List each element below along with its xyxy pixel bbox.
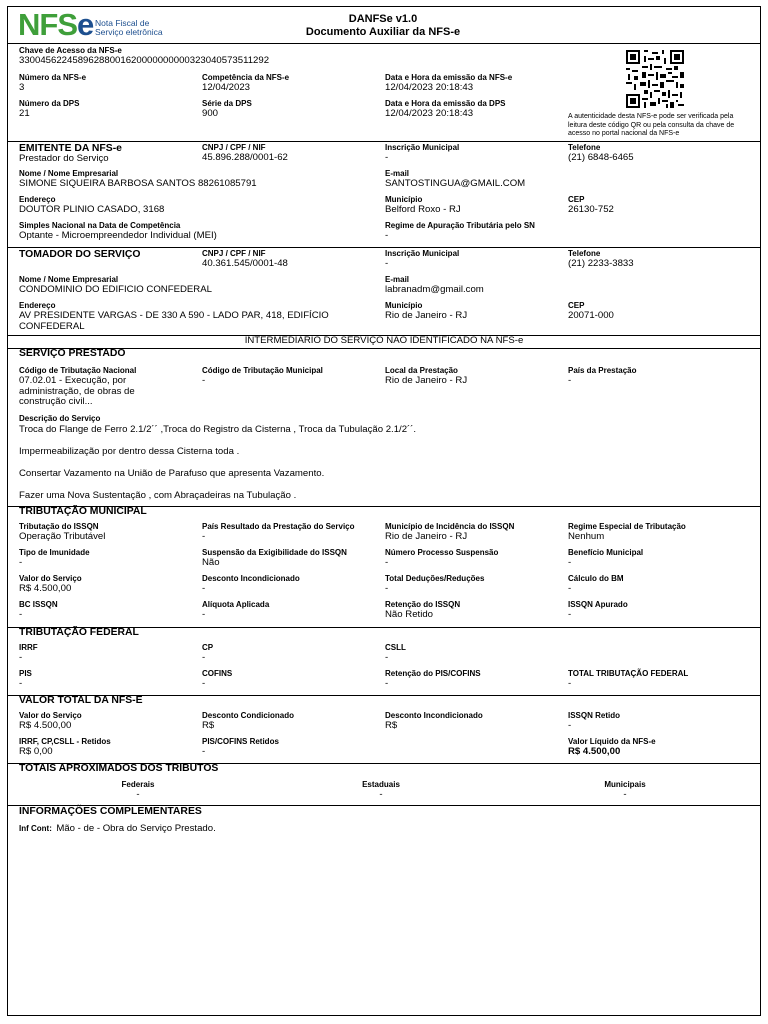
immunity-label: Tipo de Imunidade: [19, 548, 90, 557]
service-country-label: País da Prestação: [568, 366, 637, 375]
service-value-field: [19, 574, 82, 595]
customer-section: [8, 247, 760, 336]
intermediary-section: [8, 335, 760, 349]
document-title: [228, 13, 538, 39]
issuer-phone-label: Telefone: [568, 143, 601, 152]
result-country-field: [202, 522, 355, 543]
pis-cofins-withheld-value: -: [202, 746, 206, 757]
customer-email-field: [385, 275, 484, 296]
cp-value: -: [202, 652, 206, 663]
issuer-name-value: SIMONE SIQUEIRA BARBOSA SANTOS 88261085791: [19, 178, 257, 189]
issuer-title-block: [19, 143, 122, 165]
municipal-tax-title: TRIBUTAÇÃO MUNICIPAL: [19, 506, 147, 517]
dps-number-label: Número da DPS: [19, 99, 80, 108]
national-code-field: [19, 366, 159, 408]
bc-issqn-value: -: [19, 609, 23, 620]
customer-name-label: Nome / Nome Empresarial: [19, 275, 119, 284]
csll-value: -: [385, 652, 389, 663]
customer-email-label: E-mail: [385, 275, 410, 284]
federal-total-field: [568, 669, 688, 690]
pis-cofins-withheld-label: PIS/COFINS Retidos: [202, 737, 279, 746]
total-service-value-label: Valor do Serviço: [19, 711, 82, 720]
service-value-value: R$ 4.500,00: [19, 583, 72, 594]
additional-info-value: Mão - de - Obra do Serviço Prestado.: [56, 823, 216, 834]
approx-taxes-title: TOTAIS APROXIMADOS DOS TRIBUTOS: [19, 763, 219, 774]
federal-withheld-label: IRRF, CP,CSLL - Retidos: [19, 737, 111, 746]
customer-cnpj-field: [202, 249, 288, 270]
issuer-regime-label: Regime de Apuração Tributária pelo SN: [385, 221, 535, 230]
qr-authenticity-note: A autenticidade desta NFS-e pode ser verificada pela leitura deste código QR ou pela consulta da chave de acesso no portal nacional da NFS-e: [568, 113, 735, 137]
dps-emission-label: Data e Hora da emissão da DPS: [385, 99, 506, 108]
national-code-value: 07.02.01 - Execução, por administração, de obras de construção civil...: [19, 375, 135, 407]
pis-value: -: [19, 678, 23, 689]
suspension-label: Suspensão da Exigibilidade do ISSQN: [202, 548, 347, 557]
customer-city-field: [385, 301, 467, 322]
cofins-field: [202, 669, 232, 690]
service-country-field: [568, 366, 636, 387]
issuer-cnpj-field: [202, 143, 288, 164]
total-value-title: VALOR TOTAL DA NFS-E: [19, 695, 143, 706]
bm-calculation-label: Cálculo do BM: [568, 574, 624, 583]
customer-email-value: labranadm@gmail.com: [385, 284, 484, 295]
federal-total-label: TOTAL TRIBUTAÇÃO FEDERAL: [568, 669, 689, 678]
issuer-regime-field: [385, 221, 535, 242]
irrf-field: [19, 643, 38, 664]
issuer-phone-value: (21) 6848-6465: [568, 152, 634, 163]
bm-calculation-value: -: [568, 583, 572, 594]
dps-series-field: [202, 99, 252, 120]
special-regime-label: Regime Especial de Tributação: [568, 522, 686, 531]
cp-label: CP: [202, 643, 214, 652]
additional-info-label: Inf Cont:: [19, 824, 52, 833]
csll-field: [385, 643, 406, 664]
dps-number-value: 21: [19, 108, 30, 119]
issuer-cep-value: 26130-752: [568, 204, 614, 215]
customer-cep-label: CEP: [568, 301, 585, 310]
customer-address-field: [19, 301, 374, 332]
process-number-field: [385, 548, 498, 569]
municipal-benefit-label: Benefício Municipal: [568, 548, 644, 557]
municipal-code-value: -: [202, 375, 206, 386]
issuer-email-field: [385, 169, 525, 190]
total-value-section: [8, 695, 760, 764]
customer-im-field: [385, 249, 459, 270]
access-key-label: Chave de Acesso da NFS-e: [19, 46, 122, 55]
issqn-assessed-label: ISSQN Apurado: [568, 600, 628, 609]
issuer-city-field: [385, 195, 461, 216]
service-location-value: Rio de Janeiro - RJ: [385, 375, 468, 386]
nfse-emission-field: [385, 73, 512, 94]
federal-tax-section: [8, 627, 760, 696]
process-number-label: Número Processo Suspensão: [385, 548, 499, 557]
service-description-line-2: Impermeabilização por dentro dessa Cisterna toda .: [19, 446, 240, 457]
service-title: SERVIÇO PRESTADO: [19, 348, 126, 359]
issuer-im-label: Inscrição Municipal: [385, 143, 460, 152]
national-code-label: Código de Tributação Nacional: [19, 366, 137, 375]
customer-im-value: -: [385, 258, 389, 269]
municipal-benefit-value: -: [568, 557, 572, 568]
total-service-value-value: R$ 4.500,00: [19, 720, 72, 731]
issqn-taxation-field: [19, 522, 105, 543]
qr-code-icon[interactable]: [626, 50, 684, 108]
issuer-subtitle: Prestador do Serviço: [19, 153, 109, 164]
service-description-line-3: Consertar Vazamento na União de Parafuso que apresenta Vazamento.: [19, 468, 325, 479]
total-unconditional-discount-label: Desconto Incondicionado: [385, 711, 483, 720]
incidence-city-label: Município de Incidência do ISSQN: [385, 522, 515, 531]
additional-info-content: [19, 822, 216, 835]
unconditional-discount-label: Desconto Incondicionado: [202, 574, 300, 583]
issuer-im-field: [385, 143, 459, 164]
intermediary-notice: INTERMEDIÁRIO DO SERVIÇO NÃO IDENTIFICADO NA NFS-e: [244, 335, 524, 346]
federal-approx-label: Federais: [121, 780, 155, 789]
customer-name-field: [19, 275, 212, 296]
irrf-label: IRRF: [19, 643, 38, 652]
municipal-approx-value: -: [623, 789, 627, 800]
incidence-city-value: Rio de Janeiro - RJ: [385, 531, 468, 542]
customer-cnpj-value: 40.361.545/0001-48: [202, 258, 288, 269]
customer-cep-field: [568, 301, 614, 322]
nfse-logo-wordmark: NFSe: [18, 7, 94, 42]
nfse-emission-value: 12/04/2023 20:18:43: [385, 82, 474, 93]
municipal-tax-section: [8, 506, 760, 628]
issuer-sn-field: [19, 221, 217, 242]
service-description-field: [19, 414, 749, 501]
net-value-value: R$ 4.500,00: [568, 746, 621, 757]
conditional-discount-label: Desconto Condicionado: [202, 711, 294, 720]
customer-name-value: CONDOMINIO DO EDIFICIO CONFEDERAL: [19, 284, 212, 295]
issuer-city-value: Belford Roxo - RJ: [385, 204, 461, 215]
special-regime-field: [568, 522, 686, 543]
federal-withheld-field: [19, 737, 111, 758]
issqn-assessed-value: -: [568, 609, 572, 620]
issuer-cnpj-label: CNPJ / CPF / NIF: [202, 143, 266, 152]
municipal-approx-field: [535, 780, 715, 801]
logo-subtitle-line-2: Serviço eletrônica: [95, 27, 163, 37]
issqn-retention-label: Retenção do ISSQN: [385, 600, 461, 609]
total-deductions-label: Total Deduções/Reduções: [385, 574, 485, 583]
net-value-label: Valor Líquido da NFS-e: [568, 737, 656, 746]
irrf-value: -: [19, 652, 23, 663]
federal-approx-field: [48, 780, 228, 801]
immunity-field: [19, 548, 90, 569]
immunity-value: -: [19, 557, 23, 568]
unconditional-discount-field: [202, 574, 300, 595]
issuer-title: EMITENTE DA NFS-e: [19, 143, 122, 154]
total-deductions-field: [385, 574, 484, 595]
nfse-number-field: [19, 73, 86, 94]
dps-number-field: [19, 99, 79, 120]
net-value-field: [568, 737, 656, 758]
document-header: [8, 7, 760, 44]
issuer-im-value: -: [385, 152, 389, 163]
bc-issqn-label: BC ISSQN: [19, 600, 58, 609]
issqn-assessed-field: [568, 600, 628, 621]
nfse-logo-subtitle: [95, 19, 163, 37]
dps-emission-value: 12/04/2023 20:18:43: [385, 108, 474, 119]
logo-subtitle-line-1: Nota Fiscal de: [95, 18, 150, 28]
dps-emission-field: [385, 99, 506, 120]
state-approx-label: Estaduais: [362, 780, 400, 789]
title-line-1: DANFSe v1.0: [348, 13, 418, 25]
total-unconditional-discount-field: [385, 711, 483, 732]
nfse-number-label: Número da NFS-e: [19, 73, 87, 82]
special-regime-value: Nenhum: [568, 531, 605, 542]
result-country-label: País Resultado da Prestação do Serviço: [202, 522, 355, 531]
issuer-cep-field: [568, 195, 614, 216]
csll-label: CSLL: [385, 643, 406, 652]
state-approx-field: [291, 780, 471, 801]
municipal-code-label: Código de Tributação Municipal: [202, 366, 323, 375]
total-service-value-field: [19, 711, 82, 732]
unconditional-discount-value: -: [202, 583, 206, 594]
total-unconditional-discount-value: R$: [385, 720, 398, 731]
service-description-label: Descrição do Serviço: [19, 414, 101, 423]
issuer-email-value: SANTOSTINGUA@GMAIL.COM: [385, 178, 526, 189]
competence-field: [202, 73, 289, 94]
conditional-discount-value: R$: [202, 720, 215, 731]
title-line-2: Documento Auxiliar da NFS-e: [305, 26, 461, 38]
nfse-number-value: 3: [19, 82, 25, 93]
issuer-sn-value: Optante - Microempreendedor Individual (MEI): [19, 230, 217, 241]
issuer-address-field: [19, 195, 164, 216]
issqn-retention-value: Não Retido: [385, 609, 433, 620]
issuer-sn-label: Simples Nacional na Data de Competência: [19, 221, 181, 230]
dps-series-value: 900: [202, 108, 219, 119]
additional-info-section: [8, 805, 760, 1005]
customer-title: TOMADOR DO SERVIÇO: [19, 249, 141, 260]
process-number-value: -: [385, 557, 389, 568]
cofins-label: COFINS: [202, 669, 233, 678]
access-key-value: 33004562245896288001620000000000323040573511292: [19, 55, 270, 66]
competence-value: 12/04/2023: [202, 82, 251, 93]
incidence-city-field: [385, 522, 514, 543]
cp-field: [202, 643, 213, 664]
state-approx-value: -: [379, 789, 383, 800]
danfse-document: [7, 6, 761, 1016]
total-deductions-value: -: [385, 583, 389, 594]
customer-city-value: Rio de Janeiro - RJ: [385, 310, 468, 321]
competence-label: Competência da NFS-e: [202, 73, 290, 82]
applied-rate-label: Alíquota Aplicada: [202, 600, 270, 609]
applied-rate-field: [202, 600, 269, 621]
customer-title-block: [19, 249, 140, 260]
issuer-email-label: E-mail: [385, 169, 410, 178]
municipal-benefit-field: [568, 548, 643, 569]
conditional-discount-field: [202, 711, 294, 732]
issqn-withheld-label: ISSQN Retido: [568, 711, 621, 720]
pis-cofins-withheld-field: [202, 737, 279, 758]
service-country-value: -: [568, 375, 572, 386]
suspension-value: Não: [202, 557, 220, 568]
customer-cep-value: 20071-000: [568, 310, 614, 321]
issqn-withheld-value: -: [568, 720, 572, 731]
municipal-approx-label: Municipais: [604, 780, 646, 789]
result-country-value: -: [202, 531, 206, 542]
customer-city-label: Município: [385, 301, 423, 310]
issuer-address-label: Endereço: [19, 195, 56, 204]
additional-info-title: INFORMAÇÕES COMPLEMENTARES: [19, 806, 202, 817]
bm-calculation-field: [568, 574, 624, 595]
pis-label: PIS: [19, 669, 32, 678]
service-location-field: [385, 366, 467, 387]
issqn-taxation-value: Operação Tributável: [19, 531, 106, 542]
nfse-logo: [18, 9, 168, 41]
access-key-field: [19, 46, 269, 67]
issuer-address-value: DOUTOR PLINIO CASADO, 3168: [19, 204, 165, 215]
pis-cofins-retention-value: -: [385, 678, 389, 689]
service-section: [8, 348, 760, 507]
issuer-phone-field: [568, 143, 634, 164]
federal-approx-value: -: [136, 789, 140, 800]
service-description-line-1: Troca do Flange de Ferro 2.1/2´´ ,Troca do Registro da Cisterna , Troca da Tubulação 2.1/2´´.: [19, 424, 417, 435]
issuer-regime-value: -: [385, 230, 389, 241]
pis-cofins-retention-field: [385, 669, 481, 690]
federal-withheld-value: R$ 0,00: [19, 746, 53, 757]
pis-cofins-retention-label: Retenção do PIS/COFINS: [385, 669, 481, 678]
service-value-label: Valor do Serviço: [19, 574, 82, 583]
applied-rate-value: -: [202, 609, 206, 620]
issuer-name-field: [19, 169, 257, 190]
customer-phone-value: (21) 2233-3833: [568, 258, 634, 269]
customer-address-label: Endereço: [19, 301, 56, 310]
federal-tax-title: TRIBUTAÇÃO FEDERAL: [19, 627, 139, 638]
issuer-cep-label: CEP: [568, 195, 585, 204]
issuer-city-label: Município: [385, 195, 423, 204]
issuer-name-label: Nome / Nome Empresarial: [19, 169, 119, 178]
federal-total-value: -: [568, 678, 572, 689]
customer-cnpj-label: CNPJ / CPF / NIF: [202, 249, 266, 258]
issqn-retention-field: [385, 600, 460, 621]
nfse-emission-label: Data e Hora da emissão da NFS-e: [385, 73, 513, 82]
customer-address-value: AV PRESIDENTE VARGAS - DE 330 A 590 - LADO PAR, 418, EDIFÍCIO CONFEDERAL: [19, 310, 329, 332]
service-description-line-4: Fazer uma Nova Sustentação , com Abraçadeiras na Tubulação .: [19, 490, 297, 501]
customer-phone-label: Telefone: [568, 249, 601, 258]
bc-issqn-field: [19, 600, 58, 621]
service-location-label: Local da Prestação: [385, 366, 458, 375]
issuer-section: [8, 141, 760, 248]
issqn-taxation-label: Tributação do ISSQN: [19, 522, 99, 531]
approx-taxes-section: [8, 763, 760, 806]
municipal-code-field: [202, 366, 323, 387]
suspension-field: [202, 548, 347, 569]
issqn-withheld-field: [568, 711, 620, 732]
customer-phone-field: [568, 249, 634, 270]
identification-section: [8, 44, 760, 142]
customer-im-label: Inscrição Municipal: [385, 249, 460, 258]
dps-series-label: Série da DPS: [202, 99, 252, 108]
pis-field: [19, 669, 32, 690]
issuer-cnpj-value: 45.896.288/0001-62: [202, 152, 288, 163]
cofins-value: -: [202, 678, 206, 689]
